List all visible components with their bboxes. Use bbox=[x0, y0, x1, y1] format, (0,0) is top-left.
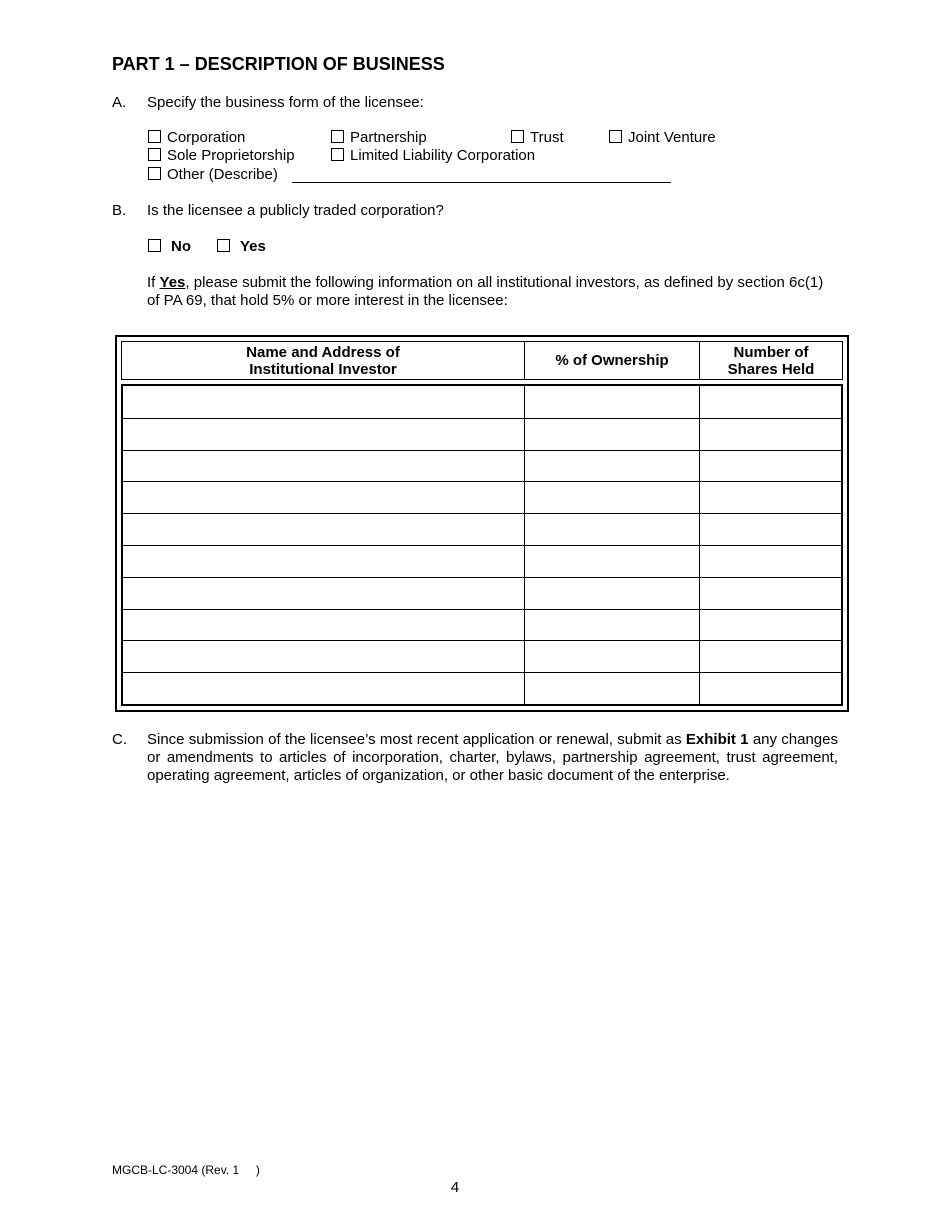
note-text: , please submit the following information on all institutional investors, as defined by section 6c(1) of PA 69, that hold 5% or more interest in the licensee: bbox=[147, 274, 824, 309]
section-a-question: Specify the business form of the licensee: bbox=[147, 94, 424, 111]
row-divider bbox=[123, 545, 841, 546]
cell-name[interactable] bbox=[123, 481, 524, 513]
row-divider bbox=[123, 450, 841, 451]
row-divider bbox=[123, 481, 841, 482]
cell-name[interactable] bbox=[123, 386, 524, 418]
cell-name[interactable] bbox=[123, 609, 524, 641]
trust-label: Trust bbox=[530, 129, 564, 146]
cell-ownership[interactable] bbox=[525, 672, 699, 704]
cell-name[interactable] bbox=[123, 640, 524, 672]
note-prefix: If bbox=[147, 274, 160, 291]
header-shares-line2: Shares Held bbox=[727, 360, 815, 378]
cell-ownership[interactable] bbox=[525, 545, 699, 577]
option-trust[interactable] bbox=[511, 129, 564, 147]
cell-ownership[interactable] bbox=[525, 481, 699, 513]
llc-label: Limited Liability Corporation bbox=[350, 147, 536, 164]
cell-ownership[interactable] bbox=[525, 513, 699, 545]
option-partnership[interactable] bbox=[331, 129, 427, 147]
other-label: Other (Describe) bbox=[167, 166, 278, 183]
trust-checkbox[interactable] bbox=[511, 130, 524, 143]
row-divider bbox=[123, 672, 841, 673]
cell-ownership[interactable] bbox=[525, 450, 699, 482]
partnership-checkbox[interactable] bbox=[331, 130, 344, 143]
section-a-label: A. bbox=[112, 94, 127, 111]
section-b-label: B. bbox=[112, 202, 127, 219]
joint-venture-label: Joint Venture bbox=[628, 129, 716, 146]
table-row bbox=[123, 481, 841, 513]
investor-table-body bbox=[121, 384, 843, 706]
form-id: MGCB-LC-3004 (Rev. 1 ) bbox=[112, 1163, 260, 1177]
cell-ownership[interactable] bbox=[525, 609, 699, 641]
investor-table-header bbox=[121, 341, 843, 380]
joint-venture-checkbox[interactable] bbox=[609, 130, 622, 143]
cell-shares[interactable] bbox=[700, 609, 841, 641]
section-b-question: Is the licensee a publicly traded corporation? bbox=[147, 202, 444, 219]
section-b-note bbox=[147, 274, 827, 310]
row-divider bbox=[123, 640, 841, 641]
cell-shares[interactable] bbox=[700, 577, 841, 609]
sole-proprietorship-label: Sole Proprietorship bbox=[167, 147, 295, 164]
section-c-text bbox=[147, 731, 838, 785]
note-yes-emphasis: Yes bbox=[159, 274, 186, 291]
page-number: 4 bbox=[450, 1179, 460, 1196]
cell-ownership[interactable] bbox=[525, 418, 699, 450]
cell-shares[interactable] bbox=[700, 418, 841, 450]
cell-shares[interactable] bbox=[700, 513, 841, 545]
no-checkbox[interactable] bbox=[148, 239, 161, 252]
option-llc[interactable] bbox=[331, 147, 535, 165]
cell-shares[interactable] bbox=[700, 545, 841, 577]
option-sole-proprietorship[interactable] bbox=[148, 147, 295, 165]
no-label: No bbox=[171, 238, 191, 255]
cell-shares[interactable] bbox=[700, 481, 841, 513]
table-row bbox=[123, 672, 841, 704]
cell-ownership[interactable] bbox=[525, 640, 699, 672]
header-name-line1: Name and Address of bbox=[246, 343, 400, 361]
row-divider bbox=[123, 513, 841, 514]
cell-name[interactable] bbox=[123, 450, 524, 482]
table-row bbox=[123, 386, 841, 418]
section-c-label: C. bbox=[112, 731, 127, 748]
cell-name[interactable] bbox=[123, 672, 524, 704]
table-row bbox=[123, 609, 841, 641]
section-c-text-before: Since submission of the licensee’s most recent application or renewal, submit as bbox=[147, 731, 686, 748]
llc-checkbox[interactable] bbox=[331, 148, 344, 161]
table-row bbox=[123, 545, 841, 577]
header-name-address bbox=[122, 342, 524, 379]
corporation-label: Corporation bbox=[167, 129, 246, 146]
cell-name[interactable] bbox=[123, 545, 524, 577]
option-corporation[interactable] bbox=[148, 129, 245, 147]
exhibit-reference: Exhibit 1 bbox=[685, 731, 749, 748]
header-shares bbox=[700, 342, 842, 379]
yes-checkbox[interactable] bbox=[217, 239, 230, 252]
partnership-label: Partnership bbox=[350, 129, 427, 146]
row-divider bbox=[123, 609, 841, 610]
cell-shares[interactable] bbox=[700, 386, 841, 418]
header-name-line2: Institutional Investor bbox=[249, 360, 397, 378]
row-divider bbox=[123, 577, 841, 578]
cell-shares[interactable] bbox=[700, 450, 841, 482]
cell-name[interactable] bbox=[123, 513, 524, 545]
other-checkbox[interactable] bbox=[148, 167, 161, 180]
table-row bbox=[123, 450, 841, 482]
option-other[interactable] bbox=[148, 166, 278, 184]
option-joint-venture[interactable] bbox=[609, 129, 716, 147]
sole-proprietorship-checkbox[interactable] bbox=[148, 148, 161, 161]
table-row bbox=[123, 640, 841, 672]
yes-label: Yes bbox=[240, 238, 266, 255]
cell-ownership[interactable] bbox=[525, 386, 699, 418]
cell-ownership[interactable] bbox=[525, 577, 699, 609]
option-no[interactable] bbox=[148, 238, 191, 256]
cell-name[interactable] bbox=[123, 418, 524, 450]
cell-name[interactable] bbox=[123, 577, 524, 609]
table-row bbox=[123, 513, 841, 545]
cell-shares[interactable] bbox=[700, 640, 841, 672]
other-describe-line[interactable] bbox=[292, 182, 671, 183]
header-shares-line1: Number of bbox=[733, 343, 809, 361]
corporation-checkbox[interactable] bbox=[148, 130, 161, 143]
option-yes[interactable] bbox=[217, 238, 266, 256]
part-title: PART 1 – DESCRIPTION OF BUSINESS bbox=[112, 54, 445, 74]
section-c-text-after: any changes or amendments to articles of incorporation, charter, bylaws, partnership agreement, trust agreement, operating agreement, articles of organization, or other basic document of the enterprise. bbox=[147, 731, 838, 784]
cell-shares[interactable] bbox=[700, 672, 841, 704]
header-ownership: % of Ownership bbox=[555, 352, 669, 369]
table-row bbox=[123, 418, 841, 450]
table-row bbox=[123, 577, 841, 609]
row-divider bbox=[123, 418, 841, 419]
